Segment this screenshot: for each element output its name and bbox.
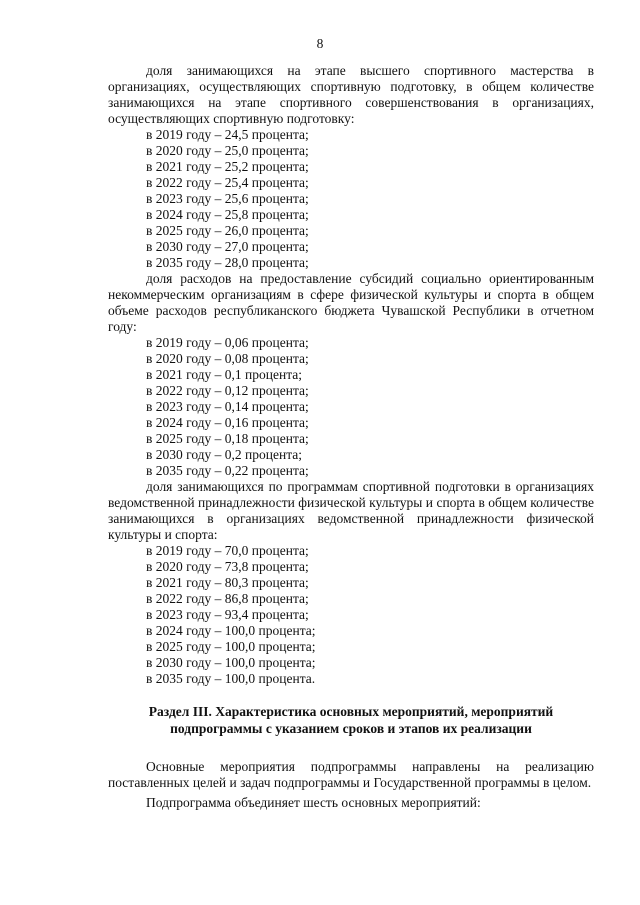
section-heading: [108, 703, 594, 737]
list-item: в 2021 году – 25,2 процента;: [146, 159, 309, 174]
list-item: в 2024 году – 25,8 процента;: [146, 207, 309, 222]
list-item: в 2023 году – 0,14 процента;: [146, 399, 309, 414]
list-2: [108, 335, 594, 479]
list-item: в 2030 году – 100,0 процента;: [146, 655, 316, 670]
list-item: в 2035 году – 100,0 процента.: [146, 671, 316, 686]
list-item: в 2019 году – 70,0 процента;: [146, 543, 309, 558]
list-item: в 2025 году – 0,18 процента;: [146, 431, 309, 446]
list-item: в 2021 году – 0,1 процента;: [146, 367, 303, 382]
list-item: в 2022 году – 86,8 процента;: [146, 591, 309, 606]
list-item: в 2025 году – 26,0 процента;: [146, 223, 309, 238]
paragraph-4: Основные мероприятия подпрограммы направлены на реализацию поставленных целей и задач подпрограммы и Государственной программы в целом.: [108, 759, 594, 790]
list-item: в 2023 году – 93,4 процента;: [146, 607, 309, 622]
list-item: в 2020 году – 0,08 процента;: [146, 351, 309, 366]
page-number: 8: [316, 36, 324, 51]
list-item: в 2025 году – 100,0 процента;: [146, 639, 316, 654]
paragraph-1: доля занимающихся на этапе высшего спортивного мастерства в организациях, осуществляющих спортивную подготовку, в общем количестве занимающихся на этапе спортивного совершенствования в организациях, осуществляющих спортивную подготовку:: [108, 63, 594, 126]
list-item: в 2022 году – 25,4 процента;: [146, 175, 309, 190]
list-item: в 2023 году – 25,6 процента;: [146, 191, 309, 206]
list-item: в 2030 году – 27,0 процента;: [146, 239, 309, 254]
list-3: [108, 543, 594, 687]
list-item: в 2019 году – 0,06 процента;: [146, 335, 309, 350]
list-item: в 2019 году – 24,5 процента;: [146, 127, 309, 142]
list-item: в 2021 году – 80,3 процента;: [146, 575, 309, 590]
document-body: [108, 63, 594, 811]
list-item: в 2022 году – 0,12 процента;: [146, 383, 309, 398]
list-item: в 2030 году – 0,2 процента;: [146, 447, 303, 462]
list-item: в 2020 году – 73,8 процента;: [146, 559, 309, 574]
list-item: в 2024 году – 0,16 процента;: [146, 415, 309, 430]
paragraph-3: доля занимающихся по программам спортивной подготовки в организациях ведомственной принадлежности физической культуры и спорта в общем количестве занимающихся в организациях ведомственной принадлежности физической культуры и спорта:: [108, 479, 594, 542]
section-heading-line: Раздел III. Характеристика основных мероприятий, мероприятий: [148, 704, 554, 719]
paragraph-5: Подпрограмма объединяет шесть основных мероприятий:: [146, 795, 481, 810]
list-item: в 2035 году – 0,22 процента;: [146, 463, 309, 478]
list-item: в 2035 году – 28,0 процента;: [146, 255, 309, 270]
list-item: в 2020 году – 25,0 процента;: [146, 143, 309, 158]
list-1: [108, 127, 594, 271]
paragraph-2: доля расходов на предоставление субсидий социально ориентированным некоммерческим организациям в сфере физической культуры и спорта в общем объеме расходов республиканского бюджета Чувашской Республики в отчетном году:: [108, 271, 594, 334]
section-heading-line: подпрограммы с указанием сроков и этапов их реализации: [170, 721, 532, 736]
list-item: в 2024 году – 100,0 процента;: [146, 623, 316, 638]
